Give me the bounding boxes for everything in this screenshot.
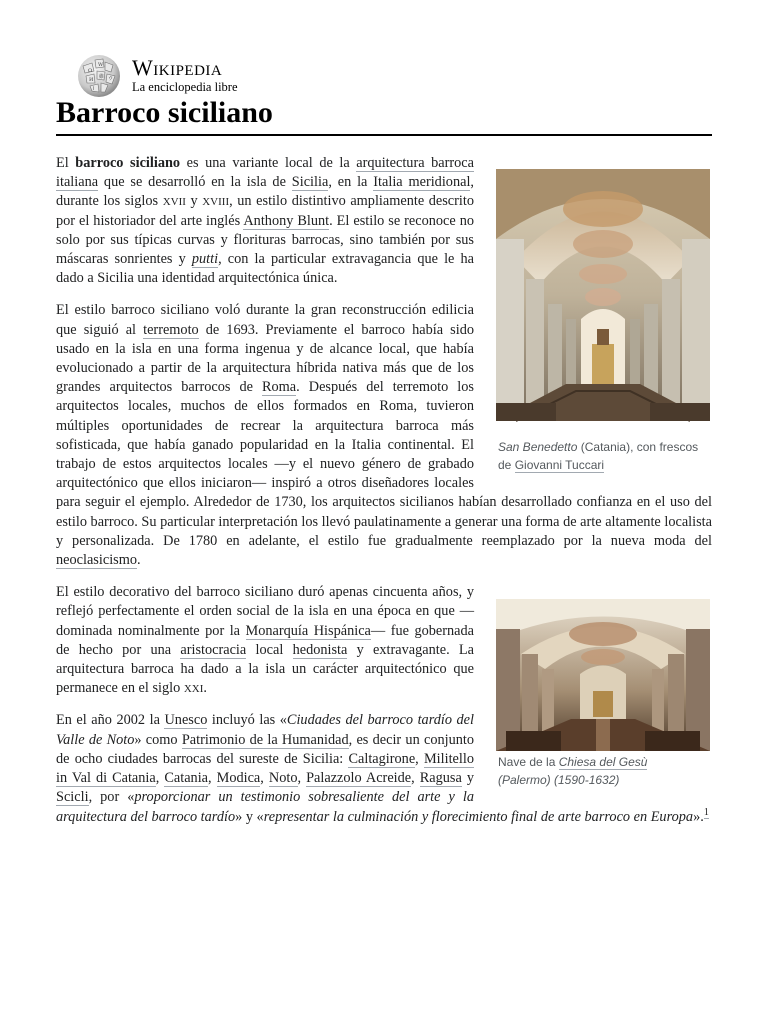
wikipedia-logo[interactable] <box>74 52 238 98</box>
link-unesco[interactable]: Unesco <box>164 712 208 729</box>
link-roma[interactable]: Roma <box>262 379 297 396</box>
svg-text:W: W <box>98 62 104 68</box>
svg-text:И: И <box>89 77 94 83</box>
paragraph-1: El barroco siciliano es una variante local de la arquitectura barroca italiana que se desarrolló en la isla de Sicilia, en la Italia meridional, durante los siglos xvii y xviii, un estilo distintivo ampliamente descrito por el historiador del arte inglés Anthony Blunt. El estilo se reconoce no solo por sus típicas curvas y florituras barrocas, sino también por sus máscaras sonrientes y putti, con la particular extravagancia que le ha dado a Sicilia una identidad arquitectónica única. <box>56 155 475 287</box>
link-terremoto[interactable]: terremoto <box>143 321 199 338</box>
svg-text:Ω: Ω <box>88 68 93 74</box>
link-caltagirone[interactable]: Caltagirone <box>348 750 416 767</box>
paragraph-3: El estilo decorativo del barroco siciliano duró apenas cincuenta años, y reflejó perfectamente el orden social de la isla en una época en que —dominada nominalmente por la Monarquía Hispánica— fue gobernada de hecho por una aristocracia local hedonista y extravagante. La arquitectura barroca ha dado a la isla un carácter arquitectónico que permanece en el siglo xxi. <box>56 584 474 697</box>
figure-chiesa-del-gesu <box>496 599 712 789</box>
paragraph-2: El estilo barroco siciliano voló durante la gran reconstrucción edilicia que siguió al terremoto de 1693. Previamente el barroco había sido usado en la isla en una forma ingenua y de alcance local, que había evolucionado a partir de la arquitectura híbrida nativa más que de los grandes arquitectos barrocos de Roma. Después del terremoto los arquitectos locales, muchos de ellos formados en Roma, tuvieron múltiples oportunidades de recrear la arquitectura barroca más sofisticada, que había ganado popularidad en la Italia continental. El trabajo de estos arquitectos locales —y el nuevo género de grabado arquitectónico que ellos iniciaron— inspiró a otros diseñadores locales para seguir el ejemplo. Alrededor de 1730, los arquitectos sicilianos habían desarrollado confianza en el uso del estilo barroco. Su particular interpretación los llevó paulatinamente a generar una forma de arte altamente localista y personalizada. De 1780 en adelante, el estilo fue gradualmente reemplazado por la nueva moda del neoclasicismo. <box>56 302 712 569</box>
link-hedonista[interactable]: hedonista <box>292 641 348 658</box>
figure-caption: Nave de la Chiesa del Gesù (Palermo) (1590-1632) <box>498 755 648 788</box>
link-italia-meridional[interactable]: Italia meridional <box>373 174 471 191</box>
link-militello[interactable]: Militello in Val di Catania <box>56 750 474 787</box>
link-putti[interactable]: putti <box>191 251 219 268</box>
site-name: Wikipedia <box>132 54 223 80</box>
church-interior-san-benedetto-image[interactable] <box>496 154 710 436</box>
link-arquitectura-barroca-italiana[interactable]: arquitectura barroca italiana <box>56 155 474 191</box>
church-interior-chiesa-del-gesu-image[interactable] <box>496 599 710 751</box>
link-scicli[interactable]: Scicli <box>56 789 89 806</box>
link-catania[interactable]: Catania <box>164 770 209 787</box>
link-palazzolo-acreide[interactable]: Palazzolo Acreide <box>306 770 412 787</box>
link-anthony-blunt[interactable]: Anthony Blunt <box>243 212 330 229</box>
article-body <box>56 154 712 840</box>
caption-link-tuccari[interactable]: Giovanni Tuccari <box>514 458 605 472</box>
link-patrimonio-de-la-humanidad[interactable]: Patrimonio de la Humanidad <box>181 731 349 748</box>
figure-caption: San Benedetto (Catania), con frescos de Giovanni Tuccari <box>498 440 699 472</box>
link-noto[interactable]: Noto <box>268 770 298 787</box>
link-aristocracia[interactable]: aristocracia <box>180 641 247 658</box>
caption-link-chiesa-del-gesu[interactable]: Chiesa del Gesù <box>558 755 648 770</box>
reference-1[interactable]: 1 <box>703 806 709 818</box>
svg-text:ا: ا <box>93 86 95 92</box>
wikipedia-globe-icon <box>74 52 124 98</box>
svg-text:維: 維 <box>99 74 105 80</box>
link-sicilia[interactable]: Sicilia <box>291 174 329 191</box>
link-neoclasicismo[interactable]: neoclasicismo <box>56 552 137 569</box>
figure-san-benedetto <box>496 154 712 474</box>
svg-text:ウ: ウ <box>108 76 114 82</box>
paragraph-4: En el año 2002 la Unesco incluyó las «Ciudades del barroco tardío del Valle de Noto» como Patrimonio de la Humanidad, es decir un conjunto de ocho ciudades barrocas del sureste de Sicilia: Caltagirone, Militello in Val di Catania, Catania, Modica, Noto, Palazzolo Acreide, Ragusa y Scicli, por «proporcionar un testimonio sobresaliente del arte y la arquitectura del barroco tardío» y «representar la culminación y florecimiento final de arte barroco en Europa».$^1$ <box>56 712 709 825</box>
page-title: Barroco siciliano <box>56 96 712 136</box>
link-ragusa[interactable]: Ragusa <box>419 770 462 787</box>
site-tagline: La enciclopedia libre <box>132 79 238 94</box>
caption-italic: San Benedetto <box>498 440 578 454</box>
link-modica[interactable]: Modica <box>216 770 261 787</box>
link-monarquia-hispanica[interactable]: Monarquía Hispánica <box>245 622 371 639</box>
